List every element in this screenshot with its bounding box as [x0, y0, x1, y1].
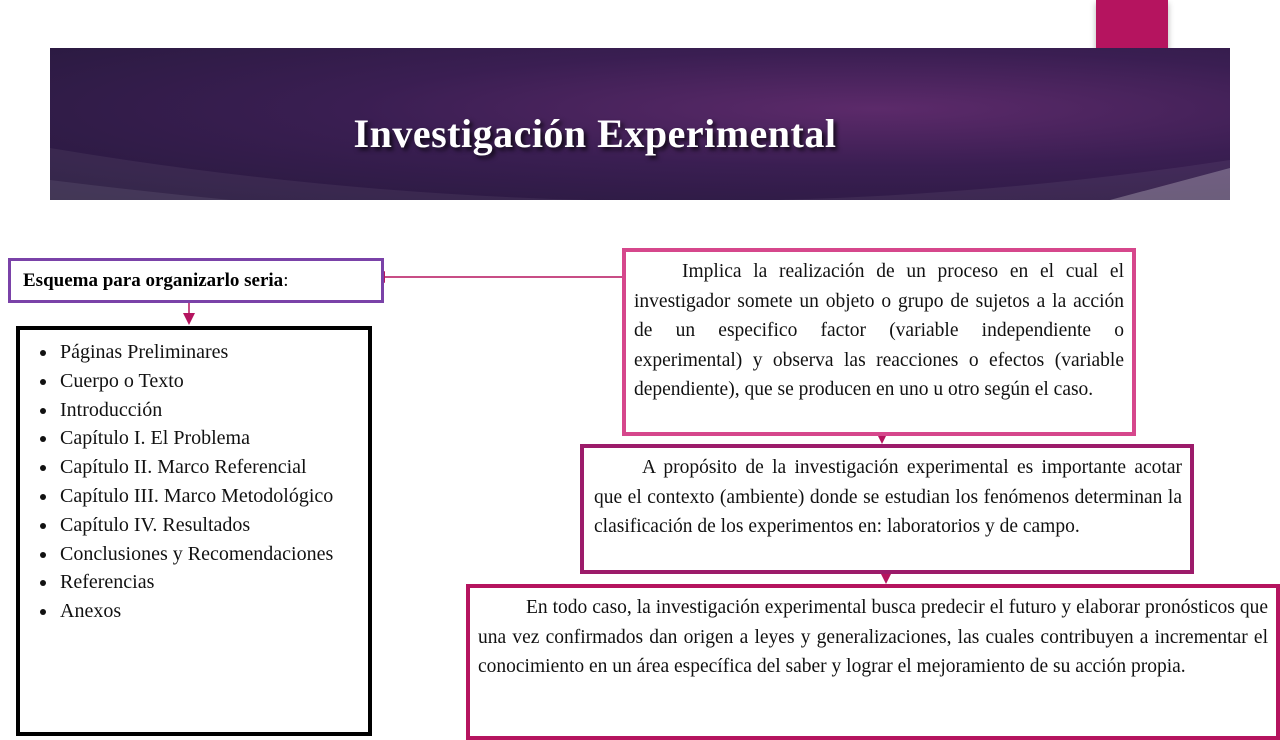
- list-item: • Capítulo II. Marco Referencial: [58, 453, 368, 482]
- list-item: • Introducción: [58, 396, 368, 425]
- list-item: • Capítulo III. Marco Metodológico: [58, 482, 368, 511]
- outline-list: [20, 330, 368, 626]
- list-item: • Referencias: [58, 568, 368, 597]
- list-item: • Conclusiones y Recomendaciones: [58, 540, 368, 569]
- purpose-box: [466, 584, 1280, 740]
- schema-label: Esquema para organizarlo seria: [23, 270, 284, 291]
- definition-text: Implica la realización de un proceso en el cual el investigador somete un objeto o grupo de sujetos a la acción de un especifico factor (variable independiente o experimental) y observa las reacciones o efectos (variable dependiente), que se producen en uno u otro según el caso.: [634, 261, 1124, 400]
- list-item: • Capítulo I. El Problema: [58, 424, 368, 453]
- list-item: • Anexos: [58, 597, 368, 626]
- purpose-text: En todo caso, la investigación experimental busca predecir el futuro y elaborar pronósticos que una vez confirmados dan origen a leyes y generalizaciones, las cuales contribuyen a incrementar el conocimiento en un área específica del saber y lograr el mejoramiento de su acción propia.: [478, 597, 1268, 677]
- context-text: A propósito de la investigación experimental es importante acotar que el contexto (ambiente) donde se estudian los fenómenos determinan la clasificación de los experimentos en: laboratorios y de campo.: [594, 457, 1182, 537]
- context-box: [580, 444, 1194, 574]
- list-item: • Páginas Preliminares: [58, 338, 368, 367]
- title-banner: [50, 48, 1230, 200]
- schema-label-colon: :: [283, 270, 289, 291]
- definition-box: [622, 248, 1136, 436]
- list-item: • Cuerpo o Texto: [58, 367, 368, 396]
- outline-list-box: [16, 326, 372, 736]
- list-item: • Capítulo IV. Resultados: [58, 511, 368, 540]
- schema-label-box: [8, 258, 384, 303]
- page-title: Investigación Experimental: [353, 111, 837, 156]
